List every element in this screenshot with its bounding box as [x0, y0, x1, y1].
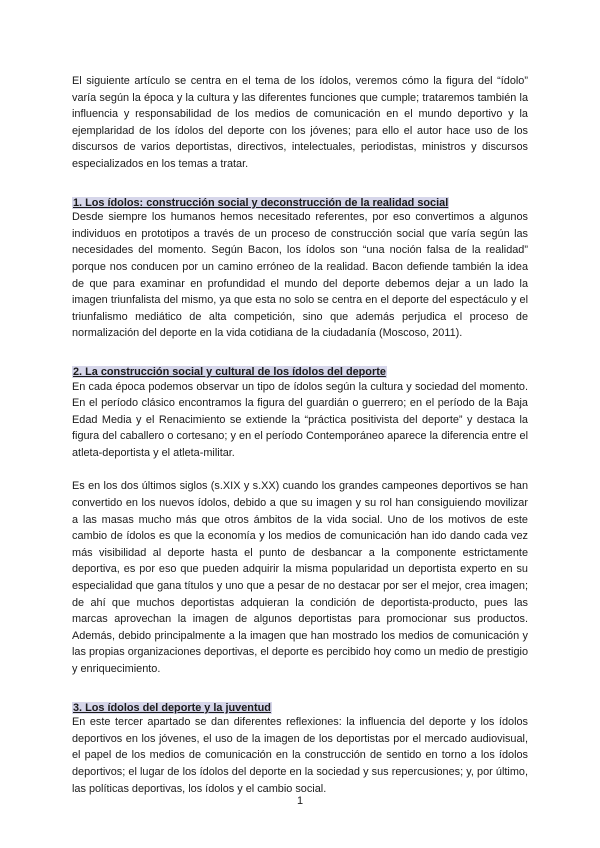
- section-2-heading: 2. La construcción social y cultural de los ídolos del deporte: [73, 365, 386, 378]
- section-3-heading: 3. Los ídolos del deporte y la juventud: [73, 701, 271, 714]
- section-1-heading: 1. Los ídolos: construcción social y deconstrucción de la realidad social: [73, 196, 449, 209]
- document-page: [72, 73, 528, 797]
- section-2-paragraph-1: En cada época podemos observar un tipo de ídolos según la cultura y sociedad del momento. En el período clásico encontramos la figura del guardián o guerrero; en el período de la Baja Edad Media y el Renacimiento se extiende la “práctica positivista del deporte” y destaca la figura del caballero o cortesano; y en el período Contemporáneo aparece la diferencia entre el atleta-deportista y el atleta-militar.: [72, 380, 528, 459]
- section-1-paragraph-1: Desde siempre los humanos hemos necesitado referentes, por eso convertimos a algunos individuos en prototipos a través de un proceso de construcción social que varía según las necesidades del momento. Según Bacon, los ídolos son “una noción falsa de la realidad” porque nos conducen por un camino erróneo de la realidad. Bacon defiende también la idea de que para examinar en profundidad el mundo del deporte debemos dejar a un lado la imagen triunfalista del mismo, ya que esta no solo se centra en el deporte del espectáculo y el triunfalismo mediático de alta competición, sino que además perjudica el proceso de normalización del deporte en la vida cotidiana de la ciudadanía (Moscoso, 2011).: [72, 211, 528, 340]
- intro-paragraph: El siguiente artículo se centra en el tema de los ídolos, veremos cómo la figura del “ídolo” varía según la época y la cultura y las diferentes funciones que cumple; trataremos también la influencia y responsabilidad de los medios de comunicación en el mundo deportivo y la ejemplaridad de los ídolos del deporte con los jóvenes; para ello el autor hace uso de los discursos de varios deportistas, directivos, intelectuales, periodistas, ministros y discursos especializados en los temas a tratar.: [72, 75, 528, 170]
- section-3-paragraph-1: En este tercer apartado se dan diferentes reflexiones: la influencia del deporte y los ídolos deportivos en los jóvenes, el uso de la imagen de los deportistas por el mercado audiovisual, el papel de los medios de comunicación en la construcción de sentido en torno a los ídolos deportivos; el lugar de los ídolos del deporte en la sociedad y sus repercusiones; y, por último, las políticas deportivas, los ídolos y el cambio social.: [72, 716, 528, 795]
- page-number: 1: [296, 795, 304, 807]
- section-2-paragraph-2: Es en los dos últimos siglos (s.XIX y s.XX) cuando los grandes campeones deportivos se han convertido en los nuevos ídolos, debido a que su imagen y su rol han consiguiendo movilizar a las masas mucho más que otros ámbitos de la vida social. Uno de los motivos de este cambio de ídolos es que la economía y los medios de comunicación han ido dando cada vez más visibilidad al deporte hasta el punto de desbancar a la componente estrictamente deportiva, es por eso que pueden adquirir la misma popularidad un deportista experto en su especialidad que gana títulos y uno que a pesar de no destacar por ser el mejor, crea imagen; de ahí que muchos deportistas adquieran la condición de deportista-producto, pues las marcas aprovechan la imagen de algunos deportistas para promocionar sus productos. Además, debido principalmente a la imagen que han mostrado los medios de comunicación y las propias organizaciones deportivas, el deporte es percibido hoy como un medio de prestigio y enriquecimiento.: [72, 480, 528, 675]
